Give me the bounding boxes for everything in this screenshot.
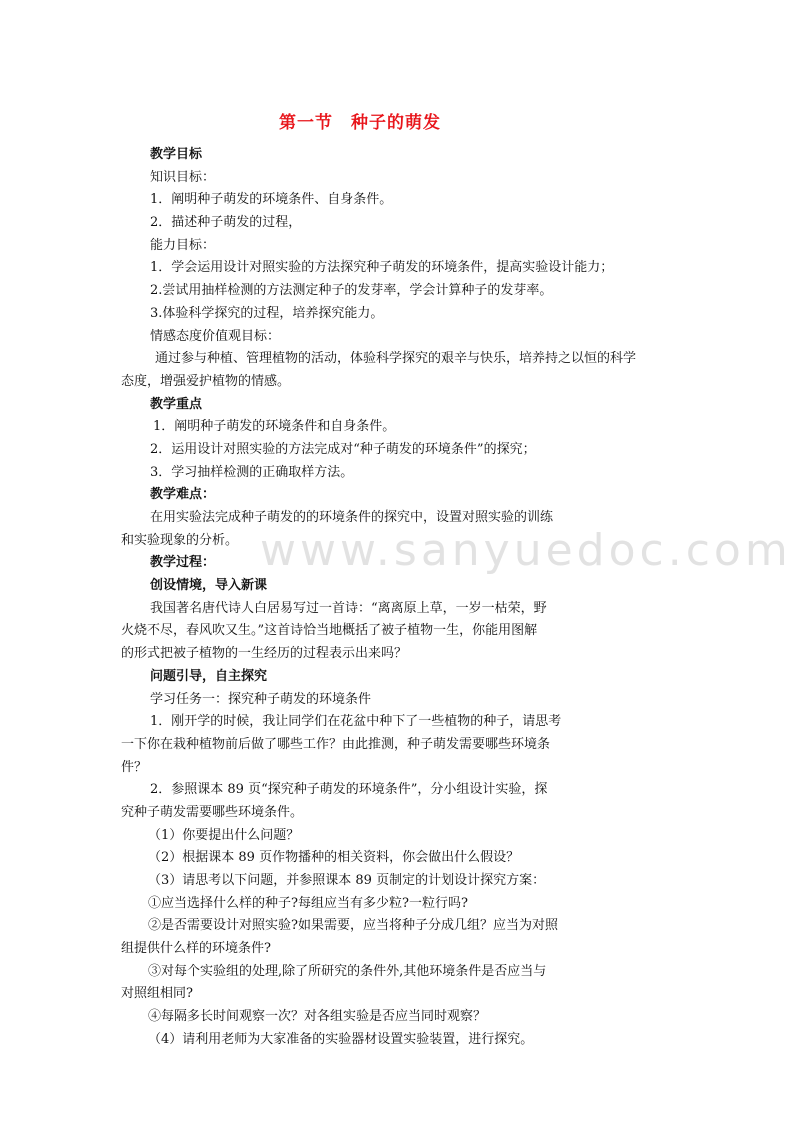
text-line: 2．参照课本 89 页“探究种子萌发的环境条件”，分小组设计实验，探 <box>150 782 548 798</box>
text-line: 究种子萌发需要哪些环境条件。 <box>121 804 304 820</box>
section-heading: 教学目标 <box>150 147 203 162</box>
text-line: 的形式把被子植物的一生经历的过程表示出来吗？ <box>121 646 408 662</box>
text-line: 1．阐明种子萌发的环境条件、自身条件。 <box>150 192 393 208</box>
text-line: （2）根据课本 89 页作物播种的相关资料，你会做出什么假设？ <box>148 850 520 866</box>
section-heading: 问题引导，自主探究 <box>150 668 268 684</box>
text-line: ③对每个实验组的处理,除了所研究的条件外,其他环境条件是否应当与 <box>148 963 547 979</box>
text-line: 在用实验法完成种子萌发的的环境条件的探究中，设置对照实验的训练 <box>150 510 554 525</box>
document-body <box>0 144 800 1052</box>
text-line: 能力目标： <box>150 237 216 253</box>
text-line: 2．描述种子萌发的过程， <box>150 215 302 231</box>
text-line: 我国著名唐代诗人白居易写过一首诗：“离离原上草，一岁一枯荣，野 <box>150 600 547 616</box>
text-line: 2．运用设计对照实验的方法完成对“种子萌发的环境条件”的探究； <box>150 441 536 457</box>
text-line: 2.尝试用抽样检测的方法测定种子的发芽率，学会计算种子的发芽率。 <box>150 283 553 299</box>
text-line: 1．刚开学的时候，我让同学们在花盆中种下了一些植物的种子，请思考 <box>150 714 562 730</box>
text-line: 学习任务一：探究种子萌发的环境条件 <box>150 691 372 707</box>
text-line: （3）请思考以下问题，并参照课本 89 页制定的计划设计探究方案： <box>148 873 546 888</box>
text-line: 3．学习抽样检测的正确取样方法。 <box>150 464 354 480</box>
text-line: 组提供什么样的环境条件? <box>121 941 271 957</box>
text-line: 和实验现象的分析。 <box>121 532 239 548</box>
text-line: （4）请利用老师为大家准备的实验器材设置实验装置，进行探究。 <box>148 1031 534 1047</box>
text-line: ②是否需要设计对照实验?如果需要，应当将种子分成几组？应当为对照 <box>148 918 558 934</box>
text-line: （1）你要提出什么问题？ <box>148 827 300 843</box>
text-line: 1．学会运用设计对照实验的方法探究种子萌发的环境条件，提高实验设计能力； <box>150 260 614 276</box>
text-line: 通过参与种植、管理植物的活动，体验科学探究的艰辛与快乐，培养持之以恒的科学 <box>155 351 637 367</box>
page-title: 第一节 种子的萌发 <box>279 113 441 133</box>
text-line: ①应当选择什么样的种子?每组应当有多少粒?一粒行吗? <box>148 895 468 911</box>
text-line: 情感态度价值观目标： <box>150 328 281 344</box>
section-heading: 创设情境，导入新课 <box>150 578 268 594</box>
text-line: ④每隔多长时间观察一次？对各组实验是否应当同时观察？ <box>148 1009 487 1025</box>
text-line: 1．阐明种子萌发的环境条件和自身条件。 <box>153 419 396 435</box>
text-line: 知识目标： <box>150 169 216 185</box>
watermark: www.sanyuedoc.com <box>260 525 792 576</box>
text-line: 火烧不尽，春风吹又生。”这首诗恰当地概括了被子植物一生，你能用图解 <box>121 623 538 639</box>
text-line: 态度，增强爱护植物的情感。 <box>121 373 291 389</box>
text-line: 对照组相同? <box>121 986 193 1002</box>
text-line: 3.体验科学探究的过程，培养探究能力。 <box>150 305 384 321</box>
text-line: 件？ <box>121 759 148 775</box>
section-heading: 教学过程： <box>150 555 216 571</box>
text-line: 一下你在栽种植物前后做了哪些工作？由此推测，种子萌发需要哪些环境条 <box>121 736 551 752</box>
section-heading: 教学难点： <box>150 487 216 503</box>
section-heading: 教学重点 <box>150 396 203 412</box>
